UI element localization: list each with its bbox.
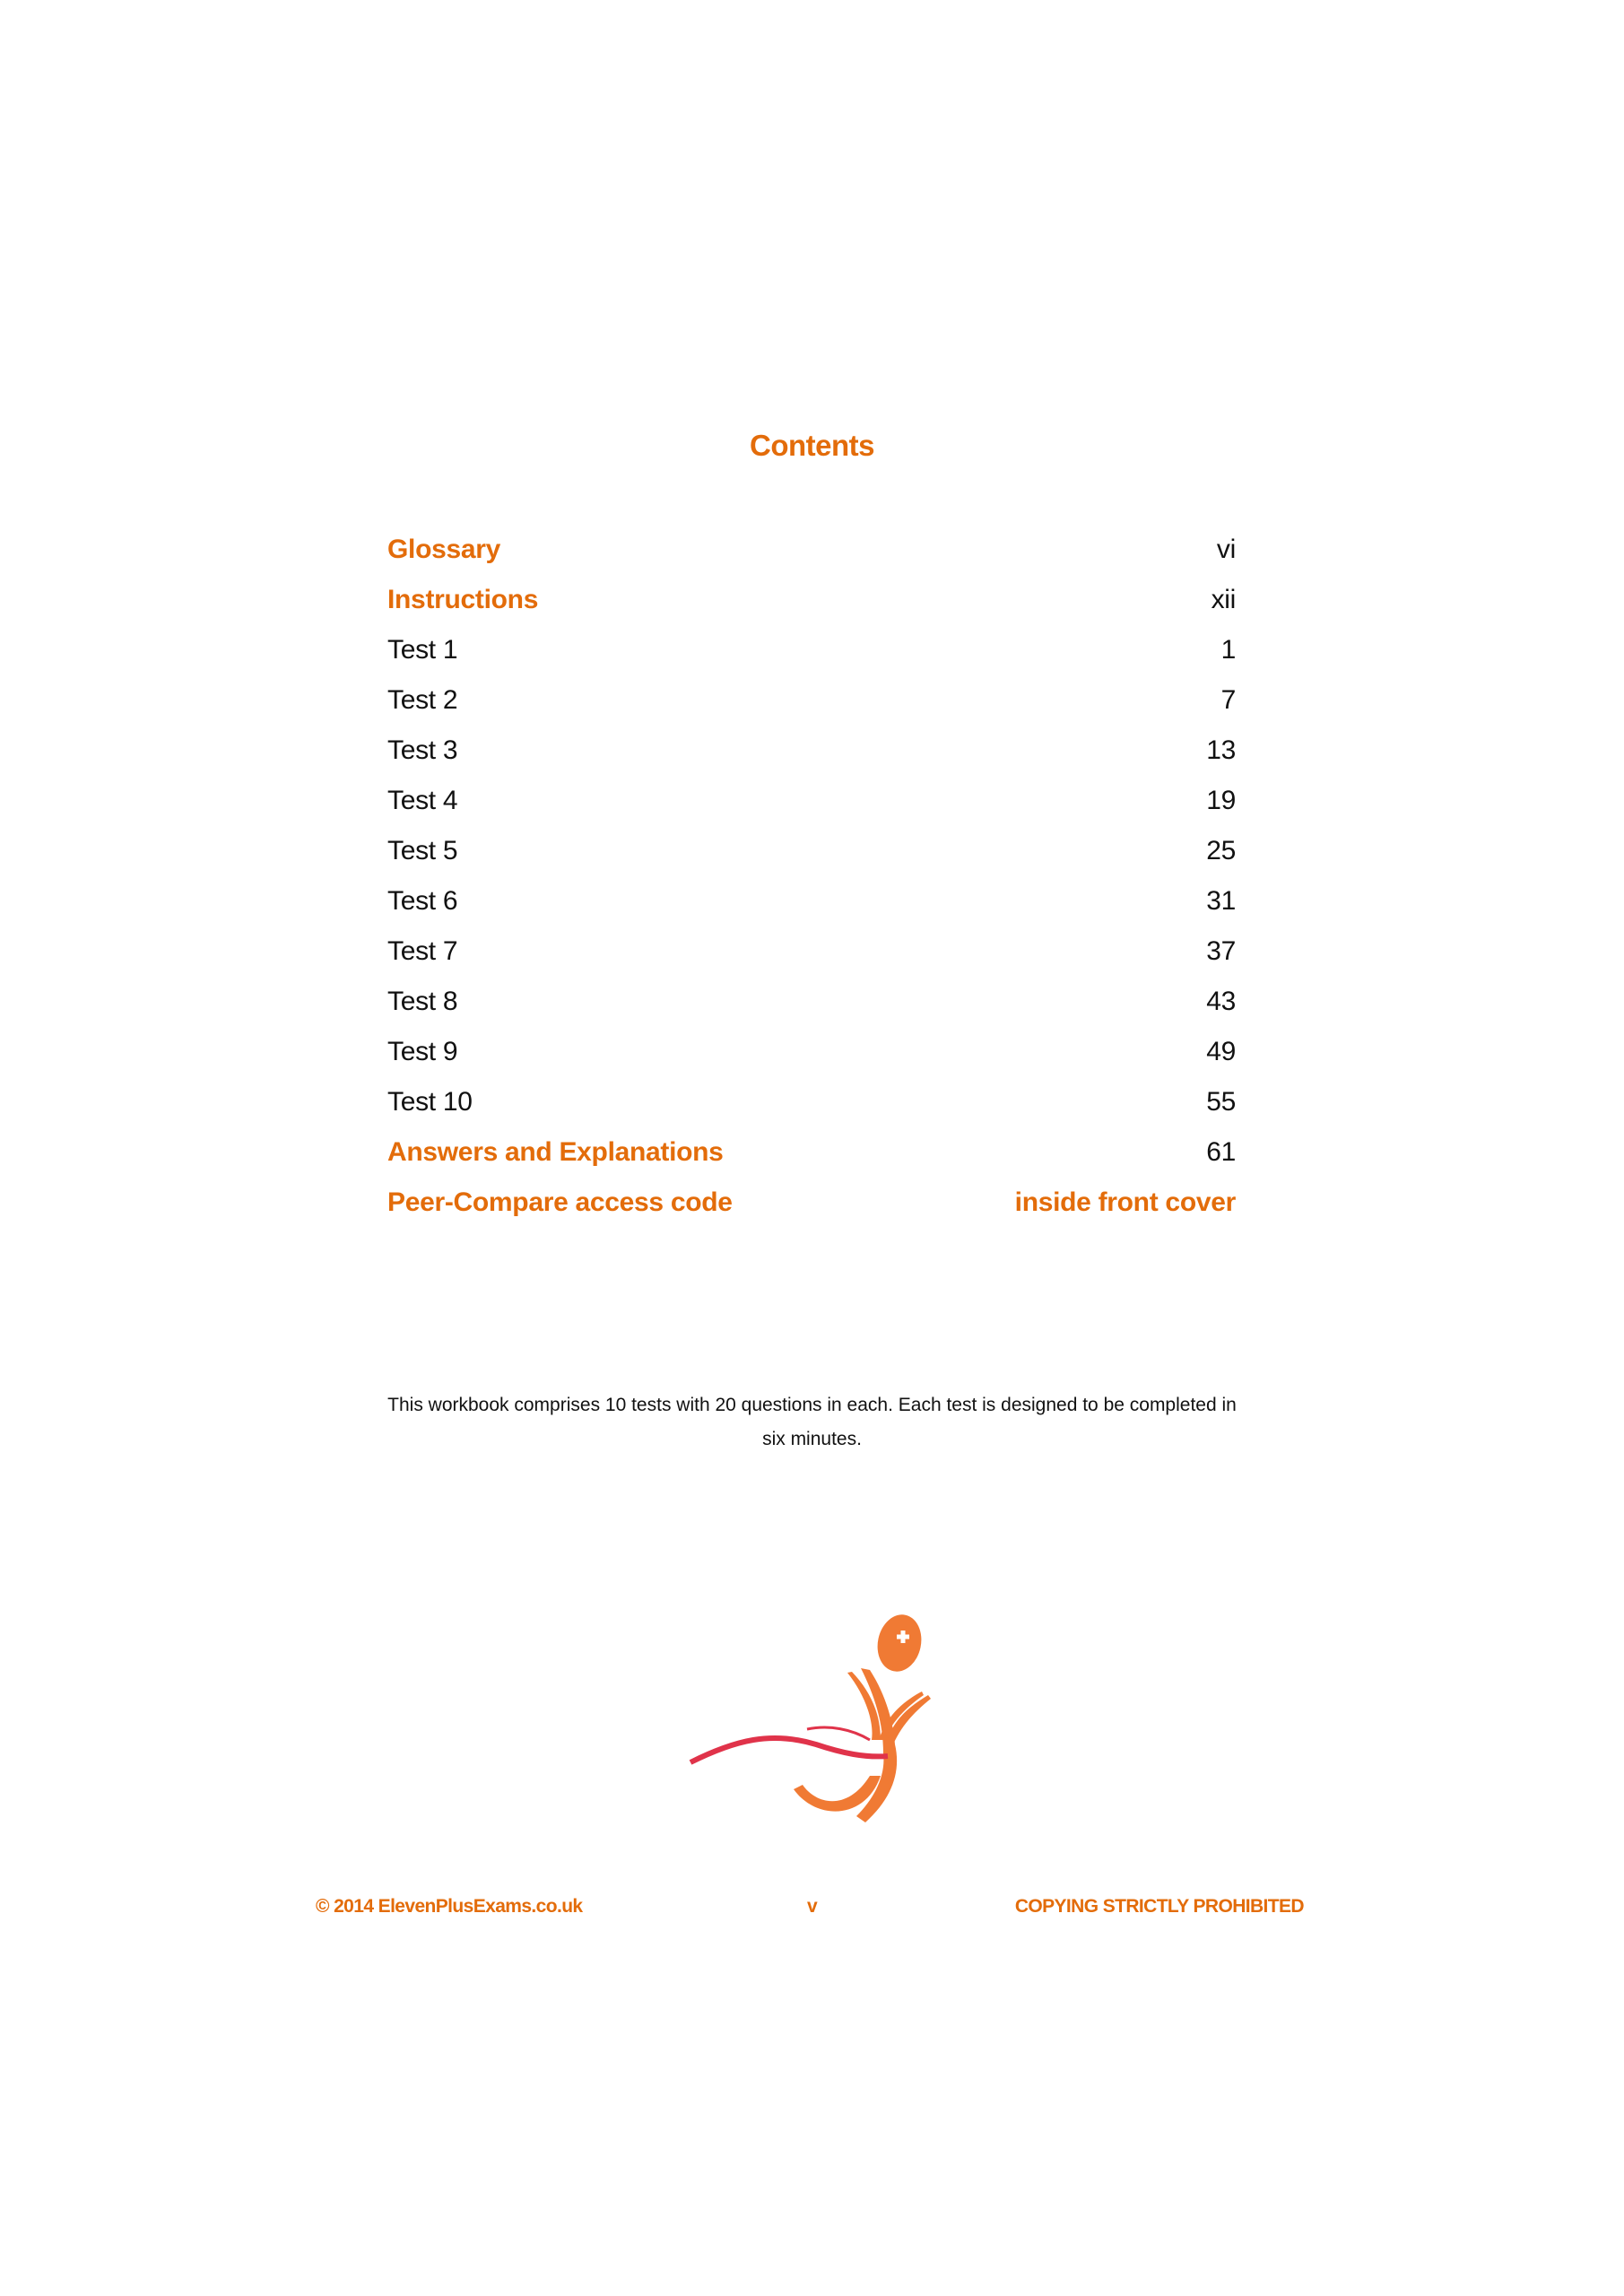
toc-label: Test 4: [387, 786, 458, 815]
footer-notice: COPYING STRICTLY PROHIBITED: [1014, 1896, 1304, 1917]
toc-page: 43: [1206, 987, 1236, 1016]
toc-label: Answers and Explanations: [387, 1137, 724, 1167]
toc-label: Test 8: [387, 987, 458, 1016]
toc-page: 31: [1206, 886, 1236, 916]
toc-entry-test-7[interactable]: [387, 926, 1236, 977]
toc-entry-test-10[interactable]: [387, 1077, 1236, 1127]
runner-logo-icon: [682, 1596, 951, 1830]
toc-label: Test 6: [387, 886, 458, 916]
toc-page: 1: [1220, 635, 1236, 665]
toc-entry-test-1[interactable]: [387, 625, 1236, 675]
toc-label: Test 9: [387, 1037, 458, 1066]
toc-page: 37: [1206, 936, 1236, 966]
toc-page: vi: [1216, 535, 1236, 564]
page-title: Contents: [750, 429, 874, 462]
toc-page: 49: [1206, 1037, 1236, 1066]
toc-entry-instructions[interactable]: [387, 575, 1236, 625]
toc-page: 55: [1206, 1087, 1236, 1117]
toc-page: 25: [1206, 836, 1236, 865]
toc-label: Test 1: [387, 635, 458, 665]
toc-entry-test-4[interactable]: [387, 776, 1236, 826]
toc-label: Test 2: [387, 685, 458, 715]
toc-page: 13: [1206, 735, 1236, 765]
toc-label: Instructions: [387, 585, 539, 614]
toc-label: Test 5: [387, 836, 458, 865]
toc-page: inside front cover: [1014, 1187, 1236, 1217]
toc-entry-answers[interactable]: [387, 1127, 1236, 1178]
table-of-contents: [387, 525, 1236, 1228]
toc-entry-test-8[interactable]: [387, 977, 1236, 1027]
toc-label: Glossary: [387, 535, 501, 564]
toc-entry-test-9[interactable]: [387, 1027, 1236, 1077]
footer-copyright: © 2014 ElevenPlusExams.co.uk: [316, 1896, 583, 1917]
toc-label: Test 7: [387, 936, 458, 966]
toc-page: xii: [1211, 585, 1236, 614]
toc-page: 7: [1220, 685, 1236, 715]
toc-entry-glossary[interactable]: [387, 525, 1236, 575]
toc-page: 61: [1206, 1137, 1236, 1167]
workbook-note: This workbook comprises 10 tests with 20 questions in each. Each test is designed to be completed in six minutes.: [387, 1395, 1237, 1449]
footer-page-number: v: [806, 1896, 818, 1917]
toc-label: Test 3: [387, 735, 458, 765]
toc-entry-test-6[interactable]: [387, 876, 1236, 926]
toc-entry-test-5[interactable]: [387, 826, 1236, 876]
toc-page: 19: [1206, 786, 1236, 815]
toc-entry-peer-compare[interactable]: [387, 1178, 1236, 1228]
toc-label: Peer-Compare access code: [387, 1187, 733, 1217]
toc-entry-test-3[interactable]: [387, 726, 1236, 776]
toc-label: Test 10: [387, 1087, 473, 1117]
toc-entry-test-2[interactable]: [387, 675, 1236, 726]
